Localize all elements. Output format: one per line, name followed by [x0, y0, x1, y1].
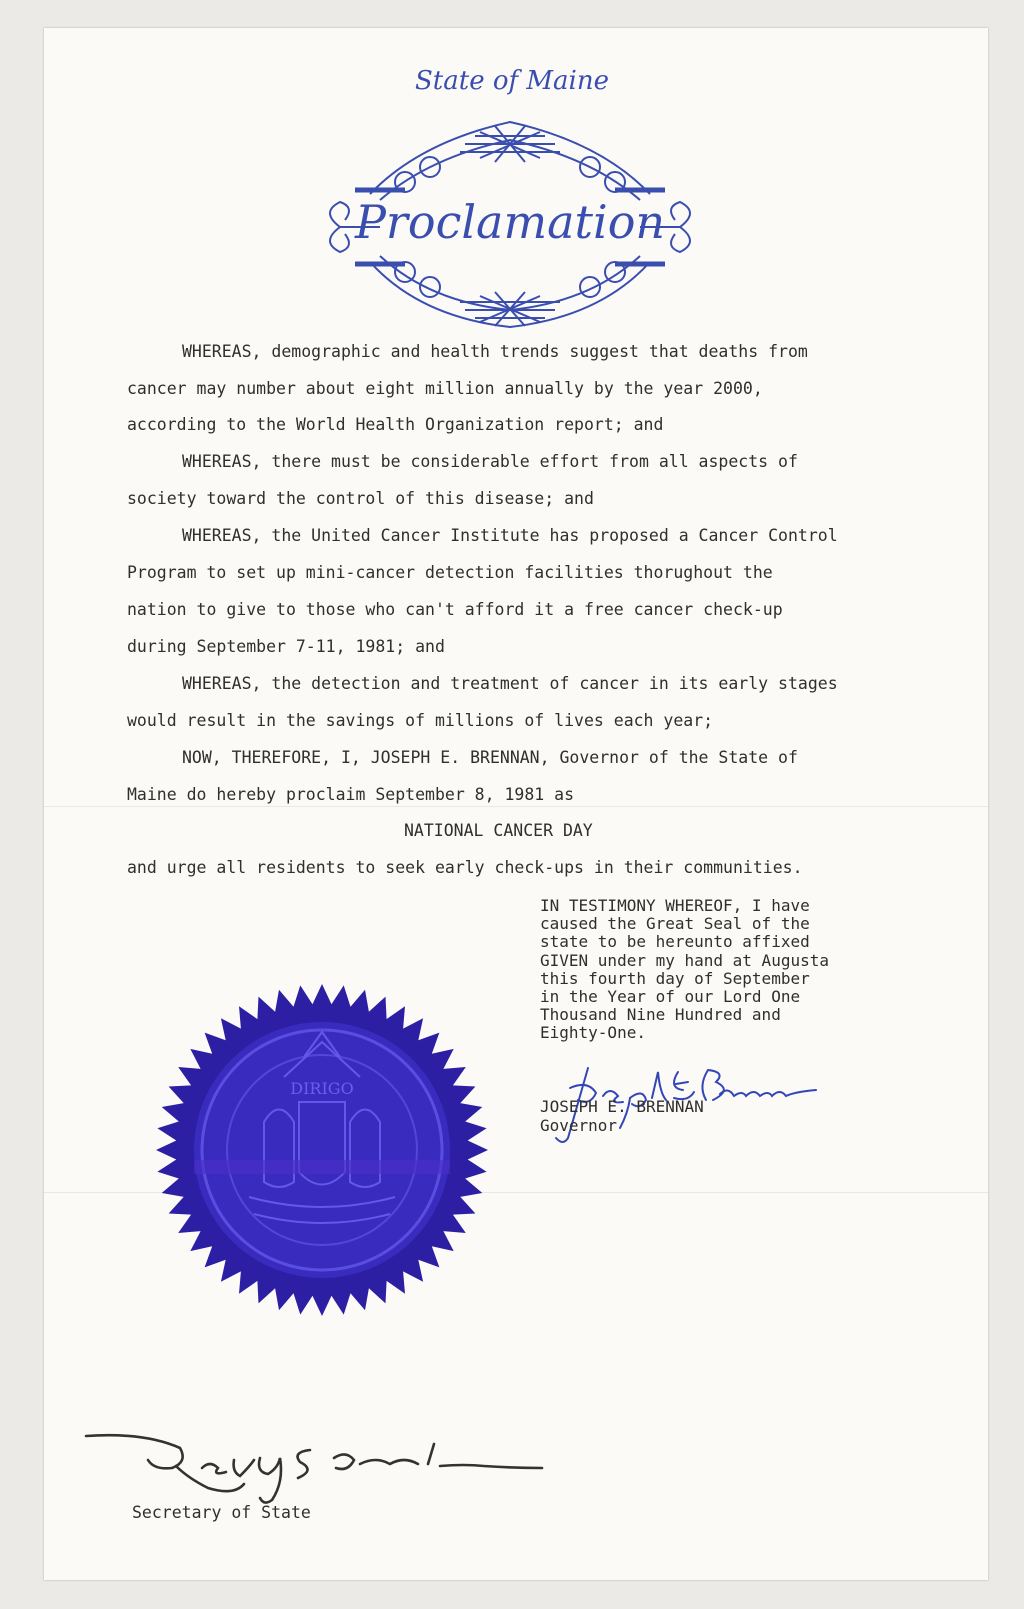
body-line: Program to set up mini-cancer detection facilities thorughout the [127, 563, 773, 582]
proclamation-title: Proclamation [354, 195, 666, 249]
paper-fold [44, 806, 988, 807]
body-line: NOW, THEREFORE, I, JOSEPH E. BRENNAN, Governor of the State of [182, 748, 798, 767]
state-heading: State of Maine [415, 66, 609, 96]
governor-title: Governor [540, 1116, 618, 1135]
body-line: WHEREAS, the United Cancer Institute has proposed a Cancer Control [182, 526, 838, 545]
body-line: WHEREAS, demographic and health trends suggest that deaths from [182, 342, 808, 361]
secretary-title: Secretary of State [132, 1503, 311, 1522]
body-line: according to the World Health Organization report; and [127, 415, 664, 434]
body-line: cancer may number about eight million annually by the year 2000, [127, 379, 763, 398]
testimony-block: IN TESTIMONY WHEREOF, I have caused the Great Seal of the state to be hereunto affixed GIVEN under my hand at Augusta this fourth day of September in the Year of our Lord One Thousand Nine Hundred and Eighty-One. [540, 896, 829, 1043]
seal-inscription: DIRIGO [290, 1079, 354, 1098]
body-line: WHEREAS, there must be considerable effort from all aspects of [182, 452, 798, 471]
body-line: WHEREAS, the detection and treatment of cancer in its early stages [182, 674, 838, 693]
day-title: NATIONAL CANCER DAY [404, 821, 593, 840]
body-line: nation to give to those who can't afford it a free cancer check-up [127, 600, 783, 619]
closing-line: and urge all residents to seek early check-ups in their communities. [127, 858, 803, 877]
governor-name: JOSEPH E. BRENNAN [540, 1097, 704, 1116]
secretary-signature [84, 1430, 544, 1510]
body-line: would result in the savings of millions of lives each year; [127, 711, 714, 730]
proclamation-cartouche [310, 112, 710, 337]
body-line: society toward the control of this disease; and [127, 489, 594, 508]
body-line: during September 7-11, 1981; and [127, 637, 445, 656]
body-line: Maine do hereby proclaim September 8, 1981 as [127, 785, 575, 804]
great-seal-of-maine [154, 982, 490, 1318]
